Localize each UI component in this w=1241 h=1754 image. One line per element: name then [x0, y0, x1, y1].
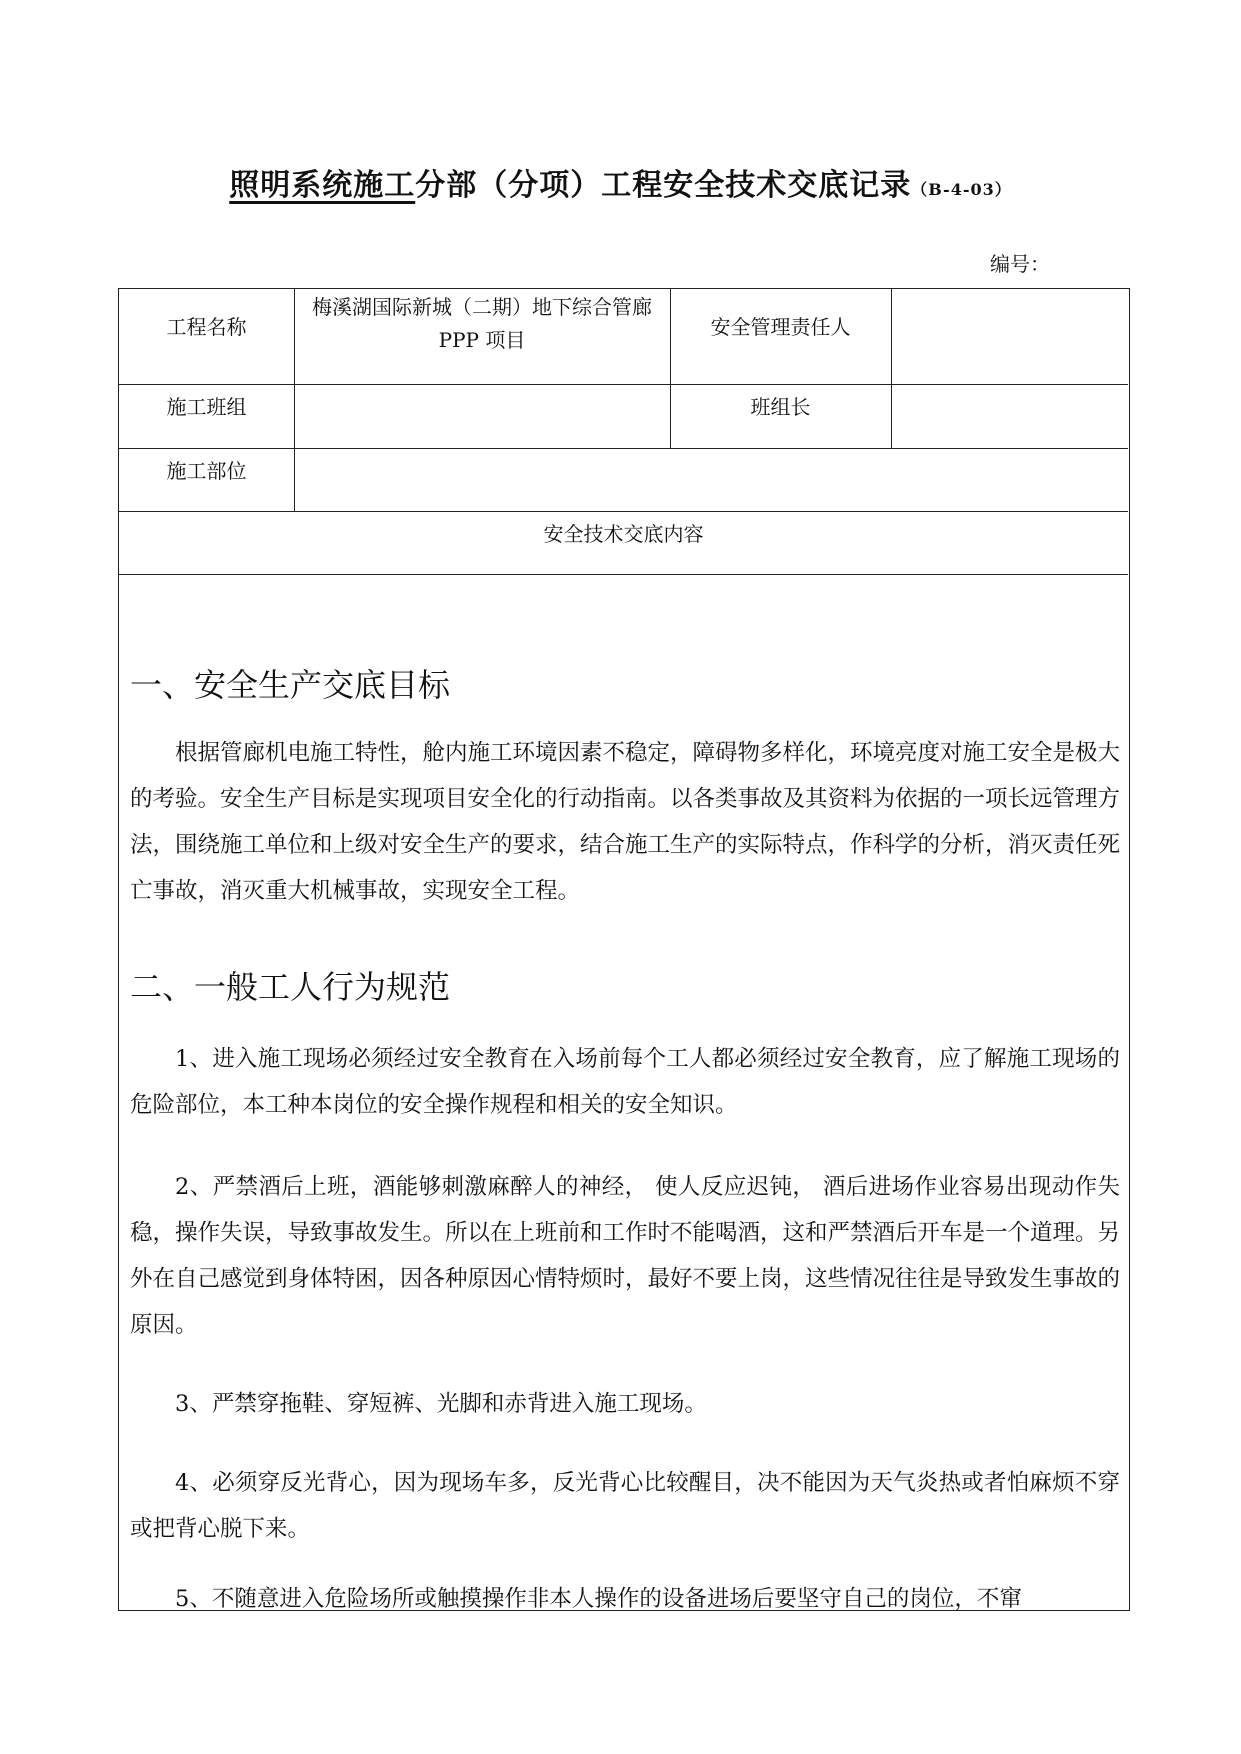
row-divider — [119, 511, 1128, 512]
row-divider — [119, 448, 1128, 449]
col-divider — [891, 289, 892, 448]
rule-item-3: 3、严禁穿拖鞋、穿短裤、光脚和赤背进入施工现场。 — [175, 1391, 707, 1417]
location-label: 施工部位 — [166, 459, 247, 483]
team-leader-label: 班组长 — [750, 395, 811, 419]
rule-item-4: 4、必须穿反光背心，因为现场车多，反光背心比较醒目，决不能因为天气炎热或者怕麻烦不穿或把背心脱下来。 — [130, 1470, 1120, 1542]
team-label: 施工班组 — [166, 395, 247, 419]
document-title — [0, 160, 1241, 204]
rule-item-5: 5、不随意进入危险场所或触摸操作非本人操作的设备进场后要坚守自己的岗位，不窜 — [175, 1586, 1022, 1612]
content-header: 安全技术交底内容 — [543, 522, 704, 546]
project-name-value: 梅溪湖国际新城（二期）地下综合管廊PPP 项目 — [312, 295, 652, 352]
col-divider — [294, 289, 295, 511]
title-underlined: 照明系统施工 — [229, 168, 416, 203]
serial-number-label: 编号： — [990, 252, 1050, 276]
rule-item-1: 1、进入施工现场必须经过安全教育在入场前每个工人都必须经过安全教育，应了解施工现场的危险部位，本工种本岗位的安全操作规程和相关的安全知识。 — [130, 1046, 1120, 1118]
row-divider — [119, 574, 1128, 575]
project-name-label: 工程名称 — [166, 315, 247, 339]
title-code: （B-4-03） — [911, 180, 1012, 199]
row-divider — [119, 384, 1128, 385]
title-rest: 分部（分项）工程安全技术交底记录 — [415, 168, 912, 203]
rule-item-2: 2、严禁酒后上班，酒能够刺激麻醉人的神经， 使人反应迟钝， 酒后进场作业容易出现动作失稳，操作失误，导致事故发生。所以在上班前和工作时不能喝酒，这和严禁酒后开车是一个道理。另外在自己感觉到身体特困，因各种原因心情特烦时，最好不要上岗，这些情况往往是导致发生事故的原因。 — [130, 1174, 1121, 1338]
section2-heading: 二、一般工人行为规范 — [130, 968, 451, 1006]
safety-manager-label: 安全管理责任人 — [710, 315, 851, 339]
section1-paragraph: 根据管廊机电施工特性，舱内施工环境因素不稳定，障碍物多样化，环境亮度对施工安全是极大的考验。安全生产目标是实现项目安全化的行动指南。以各类事故及其资料为依据的一项长远管理方法，围绕施工单位和上级对安全生产的要求，结合施工生产的实际特点，作科学的分析，消灭责任死亡事故，消灭重大机械事故，实现安全工程。 — [130, 740, 1121, 904]
section1-heading: 一、安全生产交底目标 — [130, 666, 451, 704]
